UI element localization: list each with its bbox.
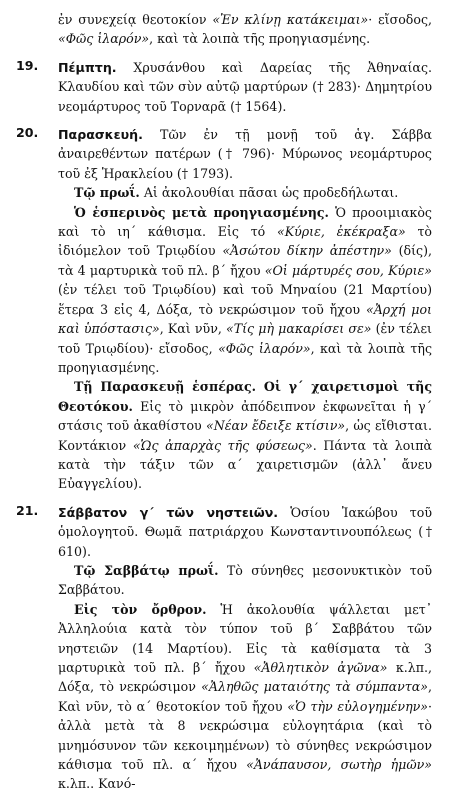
entry-21 xyxy=(16,503,432,794)
entry-number: 20. xyxy=(16,125,39,141)
intro-paragraph: ἐν συνεχείᾳ θεοτοκίον «Ἐν κλίνῃ κατάκειμαι»· εἴσοδος, «Φῶς ἱλαρόν», καὶ τὰ λοιπὰ τῆς προηγιασμένης. xyxy=(58,12,432,47)
entry-20-morning: Τῷ πρωΐ. Αἱ ἀκολουθίαι πᾶσαι ὡς προδεδήλωται. xyxy=(74,185,399,201)
entry-20-text: Παρασκευή. Τῶν ἐν τῇ μονῇ τοῦ ἁγ. Σάββα ἀναιρεθέντων πατέρων († 796)· Μύρωνος νεομάρτυρος τοῦ ἐξ Ἡρακλείου († 1793). xyxy=(58,127,432,181)
entry-20 xyxy=(16,125,432,494)
entry-number: 19. xyxy=(16,57,39,73)
entry-21-morning: Τῷ Σαββάτῳ πρωΐ. Τὸ σύνηθες μεσονυκτικὸν τοῦ Σαββάτου. xyxy=(58,562,432,598)
entry-19-text: Πέμπτη. Χρυσάνθου καὶ Δαρείας τῆς Ἀθηναίας. Κλαυδίου καὶ τῶν σὺν αὐτῷ μαρτύρων († 283)· Δημητρίου νεομάρτυρος τοῦ Τορναρᾶ († 1564). xyxy=(58,59,432,114)
entry-number: 21. xyxy=(16,502,39,518)
entry-19 xyxy=(16,58,432,116)
entry-21-orthros: Εἰς τὸν ὄρθρον. Ἡ ἀκολουθία ψάλλεται μετ᾽ Ἀλληλούια κατὰ τὸν τύπον τοῦ β΄ Σαββάτου τῶν νηστειῶν (14 Μαρτίου). Εἰς τὰ καθίσματα τὰ 3 μαρτυρικὰ τοῦ πλ. β΄ ἤχου «Ἀθλητικὸν ἀγῶνα» κ.λπ., Δόξα, τὸ νεκρώσιμον «Ἀληθῶς ματαιότης τὰ σύμπαντα», Καὶ νῦν, τὸ α΄ θεοτοκίον τοῦ ἤχου «Ὁ τὴν εὐλογημένην»· ἀλλὰ μετὰ τὰ 8 νεκρώσιμα εὐλογητάρια (καὶ τὸ μνημόσυνον τῶν κεκοιμημένων) τὸ σύνηθες νεκρώσιμον κάθισμα τοῦ πλ. α΄ ἤχου «Ἀνάπαυσον, σωτὴρ ἡμῶν» κ.λπ.. Κανό- xyxy=(58,601,432,792)
entry-20-vespers: Ὁ ἑσπερινὸς μετὰ προηγιασμένης. Ὁ προοιμιακὸς καὶ τὸ ιη΄ κάθισμα. Εἰς τό «Κύριε, ἐκέκραξα» τὸ ἰδιόμελον τοῦ Τριῳδίου «Ἀσώτου δίκην ἀπέστην» (δίς), τὰ 4 μαρτυρικὰ τοῦ πλ. β΄ ἤχου «Οἱ μάρτυρές σου, Κύριε» (ἐν τέλει τοῦ Τριῳδίου) καὶ τοῦ Μηναίου (21 Μαρτίου) ἕτερα 3 εἰς 4, Δόξα, τὸ νεκρώσιμον τοῦ ἤχου «Ἀρχή μοι καὶ ὑπόστασις», Καὶ νῦν, «Τίς μὴ μακαρίσει σε» (ἐν τέλει τοῦ Τριῳδίου)· εἴσοδος, «Φῶς ἱλαρόν», καὶ τὰ λοιπὰ τῆς προηγιασμένης. xyxy=(58,204,433,375)
entry-21-text: Σάββατον γ΄ τῶν νηστειῶν. Ὁσίου Ἰακώβου τοῦ ὁμολογητοῦ. Θωμᾶ πατριάρχου Κωνσταντινουπόλεως († 610). xyxy=(58,504,432,559)
entry-20-friday-evening: Τῇ Παρασκευῇ ἑσπέρας. Οἱ γ΄ χαιρετισμοὶ τῆς Θεοτόκου. Εἰς τὸ μικρὸν ἀπόδειπνον ἐκφωνεῖται ἡ γ΄ στάσις τοῦ ἀκαθίστου «Νέαν ἔδειξε κτίσιν», ὡς εἴθισται. Κοντάκιον «Ὡς ἀπαρχὰς τῆς φύσεως». Πάντα τὰ λοιπὰ κατὰ τὴν τάξιν τῶν α΄ χαιρετισμῶν (ἀλλ᾽ ἄνευ Εὐαγγελίου). xyxy=(58,379,433,492)
